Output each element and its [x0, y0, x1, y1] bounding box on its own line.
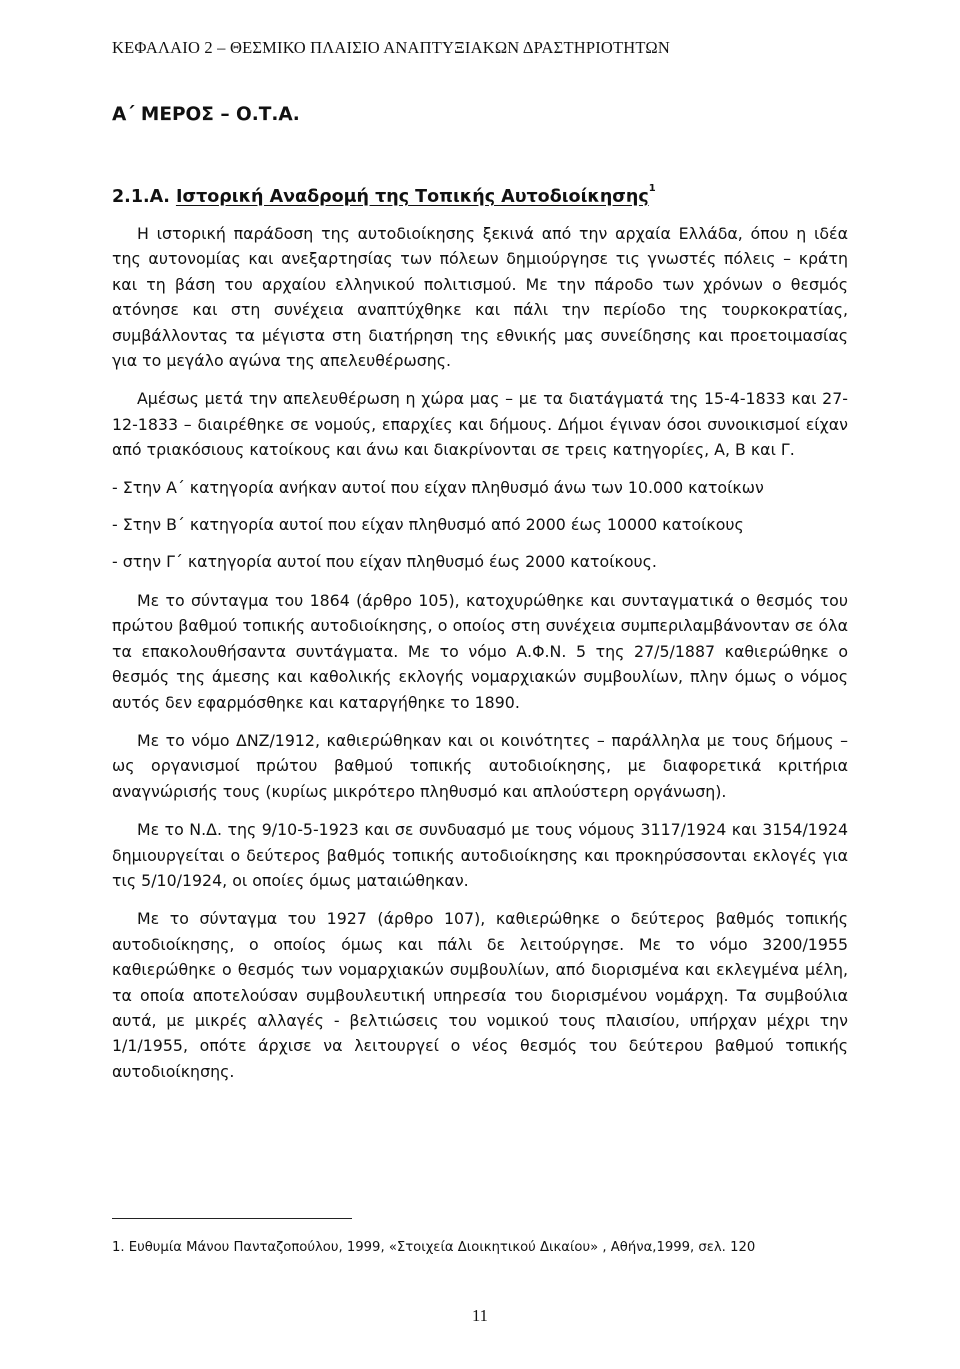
- footnote-divider: [112, 1218, 352, 1219]
- paragraph: Με το Ν.Δ. της 9/10-5-1923 και σε συνδυασμό με τους νόμους 3117/1924 και 3154/1924 δημιουργείται ο δεύτερος βαθμός τοπικής αυτοδιοίκησης και προκηρύσσονται εκλογές για τις 5/10/1924, οι οποίες όμως ματαιώθηκαν.: [112, 820, 848, 890]
- paragraph: Αμέσως μετά την απελευθέρωση η χώρα μας – με τα διατάγματά της 15-4-1833 και 27-12-1833 – διαιρέθηκε σε νομούς, επαρχίες και δήμους. Δήμοι έγιναν όσοι συνοικισμοί είχαν από τριακόσιους κατοίκους και άνω και διακρίνονται σε τρεις κατηγορίες, Α, Β και Γ.: [112, 389, 848, 460]
- footnote: 1. Ευθυμία Μάνου Πανταζοπούλου, 1999, «Στοιχεία Διοικητικού Δικαίου» , Αθήνα,1999, σελ. 120: [112, 1240, 756, 1255]
- part-title: Α΄ ΜΕΡΟΣ – Ο.Τ.Α.: [112, 104, 300, 125]
- paragraph: Με το σύνταγμα του 1927 (άρθρο 107), καθιερώθηκε ο δεύτερος βαθμός τοπικής αυτοδιοίκησης, ο οποίος όμως και πάλι δε λειτούργησε. Με το νόμο 3200/1955 καθιερώθηκε ο θεσμός των νομαρχιακών συμβουλίων, από διορισμένα και εκλεγμένα μέλη, τα οποία αποτελούσαν συμβουλευτική υπηρεσία του διορισμένου νομάρχη. Τα συμβούλια αυτά, με μικρές αλλαγές - βελτιώσεις του νομικού τους πλαισίου, υπήρχαν μέχρι την 1/1/1955, οπότε άρχισε να λειτουργεί ο νέος θεσμός του δεύτερου βαθμού τοπικής αυτοδιοίκησης.: [112, 909, 848, 1081]
- section-number: 2.1.Α.: [112, 187, 170, 207]
- section-heading: [112, 183, 656, 207]
- running-header: ΚΕΦΑΛΑΙΟ 2 – ΘΕΣΜΙΚΟ ΠΛΑΙΣΙΟ ΑΝΑΠΤΥΞΙΑΚΩΝ ΔΡΑΣΤΗΡΙΟΤΗΤΩΝ: [112, 38, 670, 57]
- paragraph: Η ιστορική παράδοση της αυτοδιοίκησης ξεκινά από την αρχαία Ελλάδα, όπου η ιδέα της αυτονομίας και ανεξαρτησίας των πόλεων δημιούργησε τις γνωστές πόλεις – κράτη και τη βάση του αρχαίου ελληνικού πολιτισμού. Με την πάροδο των χρόνων ο θεσμός ατόνησε και στη συνέχεια αναπτύχθηκε και πάλι την περίοδο της τουρκοκρατίας, συμβάλλοντας τα μέγιστα στη διατήρηση της εθνικής μας συνείδησης και προετοιμασίας για το μεγάλο αγώνα της απελευθέρωσης.: [112, 224, 848, 371]
- category-item: - Στην Β΄ κατηγορία αυτοί που είχαν πληθυσμό από 2000 έως 10000 κατοίκους: [112, 515, 744, 535]
- paragraph: Με το νόμο ΔΝΖ/1912, καθιερώθηκαν και οι κοινότητες – παράλληλα με τους δήμους – ως οργανισμοί πρώτου βαθμού τοπικής αυτοδιοίκησης, με διαφορετικά κριτήρια αναγνώρισής τους (κυρίως μικρότερο πληθυσμό και απλούστερη οργάνωση).: [112, 730, 848, 801]
- section-title: Ιστορική Αναδρομή της Τοπικής Αυτοδιοίκησης: [175, 187, 649, 207]
- footnote-reference: 1: [648, 183, 656, 194]
- page-number: 11: [472, 1306, 488, 1325]
- paragraph: Με το σύνταγμα του 1864 (άρθρο 105), κατοχυρώθηκε και συνταγματικά ο θεσμός του πρώτου βαθμού τοπικής αυτοδιοίκησης, ο οποίος στη συνέχεια συμπεριλαμβάνονταν σε όλα τα επακολουθήσαντα συντάγματα. Με το νόμο Α.Φ.Ν. 5 της 27/5/1887 καθιερώθηκε ο θεσμός της άμεσης και καθολικής εκλογής νομαρχιακών συμβουλίων, πλην όμως ο νόμος αυτός δεν εφαρμόσθηκε και καταργήθηκε το 1890.: [112, 590, 848, 712]
- category-item: - Στην Α΄ κατηγορία ανήκαν αυτοί που είχαν πληθυσμό άνω των 10.000 κατοίκων: [112, 477, 764, 497]
- category-item: - στην Γ΄ κατηγορία αυτοί που είχαν πληθυσμό έως 2000 κατοίκους.: [112, 552, 657, 572]
- body-text: [112, 221, 848, 1084]
